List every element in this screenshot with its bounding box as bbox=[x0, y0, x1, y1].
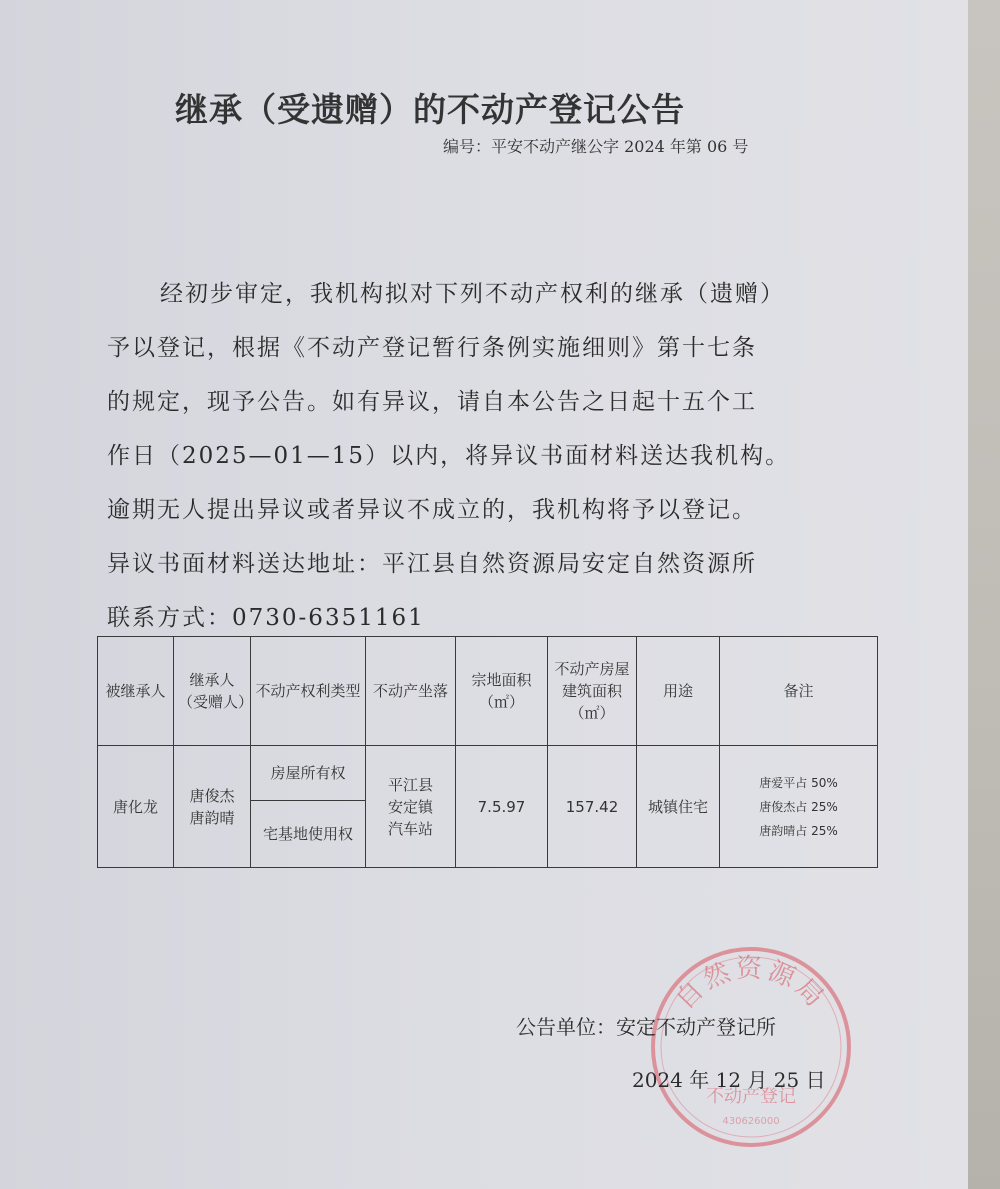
svg-text:自然资源局 bbox=[670, 954, 832, 1015]
usage-cell: 城镇住宅 bbox=[637, 746, 720, 868]
seal-serial: 430626000 bbox=[722, 1116, 780, 1127]
body-line-5: 逾期无人提出异议或者异议不成立的，我机构将予以登记。 bbox=[107, 497, 757, 523]
location-cell: 平江县 安定镇 汽车站 bbox=[366, 746, 456, 868]
right-type-cell-2: 宅基地使用权 bbox=[251, 801, 366, 868]
official-seal bbox=[646, 942, 856, 1152]
right-type-cell-1: 房屋所有权 bbox=[251, 746, 366, 801]
notice-title: 继承（受遗赠）的不动产登记公告 bbox=[175, 90, 685, 129]
body-line-2: 予以登记，根据《不动产登记暂行条例实施细则》第十七条 bbox=[107, 335, 757, 361]
header-location: 不动产坐落 bbox=[366, 637, 456, 746]
header-remarks: 备注 bbox=[720, 637, 878, 746]
document-number: 编号：平安不动产继公字 2024 年第 06 号 bbox=[443, 137, 749, 156]
remark-line-3: 唐韵晴占 25% bbox=[759, 823, 838, 838]
building-area-cell: 157.42 bbox=[548, 746, 637, 868]
header-right-type: 不动产权利类型 bbox=[251, 637, 366, 746]
decedent-cell: 唐化龙 bbox=[98, 746, 174, 868]
seal-arc-text: 自然资源局 bbox=[670, 954, 832, 1016]
remark-line-2: 唐俊杰占 25% bbox=[759, 799, 838, 814]
header-heir: 继承人（受赠人） bbox=[174, 637, 251, 746]
land-area-cell: 7.5.97 bbox=[456, 746, 548, 868]
table-header-row bbox=[98, 637, 878, 746]
property-table bbox=[97, 636, 878, 868]
body-line-1: 经初步审定，我机构拟对下列不动产权利的继承（遗赠） bbox=[160, 281, 785, 307]
issue-date: 2024 年 12 月 25 日 bbox=[632, 1068, 826, 1092]
header-building-area: 不动产房屋建筑面积（㎡） bbox=[548, 637, 637, 746]
body-line-4: 作日（2025—01—15）以内，将异议书面材料送达我机构。 bbox=[107, 443, 791, 469]
remarks-cell bbox=[720, 746, 878, 868]
header-decedent: 被继承人 bbox=[98, 637, 174, 746]
seal-bottom-text: 不动产登记 bbox=[706, 1086, 796, 1107]
objection-address-line: 异议书面材料送达地址：平江县自然资源局安定自然资源所 bbox=[107, 551, 757, 577]
remark-line-1: 唐爱平占 50% bbox=[759, 775, 838, 790]
heirs-cell: 唐俊杰 唐韵晴 bbox=[174, 746, 251, 868]
issuing-unit: 公告单位：安定不动产登记所 bbox=[516, 1015, 776, 1039]
header-usage: 用途 bbox=[637, 637, 720, 746]
body-line-3: 的规定，现予公告。如有异议，请自本公告之日起十五个工 bbox=[107, 389, 757, 415]
contact-line: 联系方式：0730-6351161 bbox=[107, 605, 425, 631]
background-wall bbox=[968, 0, 1000, 1189]
table-row bbox=[98, 746, 878, 801]
header-land-area: 宗地面积（㎡） bbox=[456, 637, 548, 746]
